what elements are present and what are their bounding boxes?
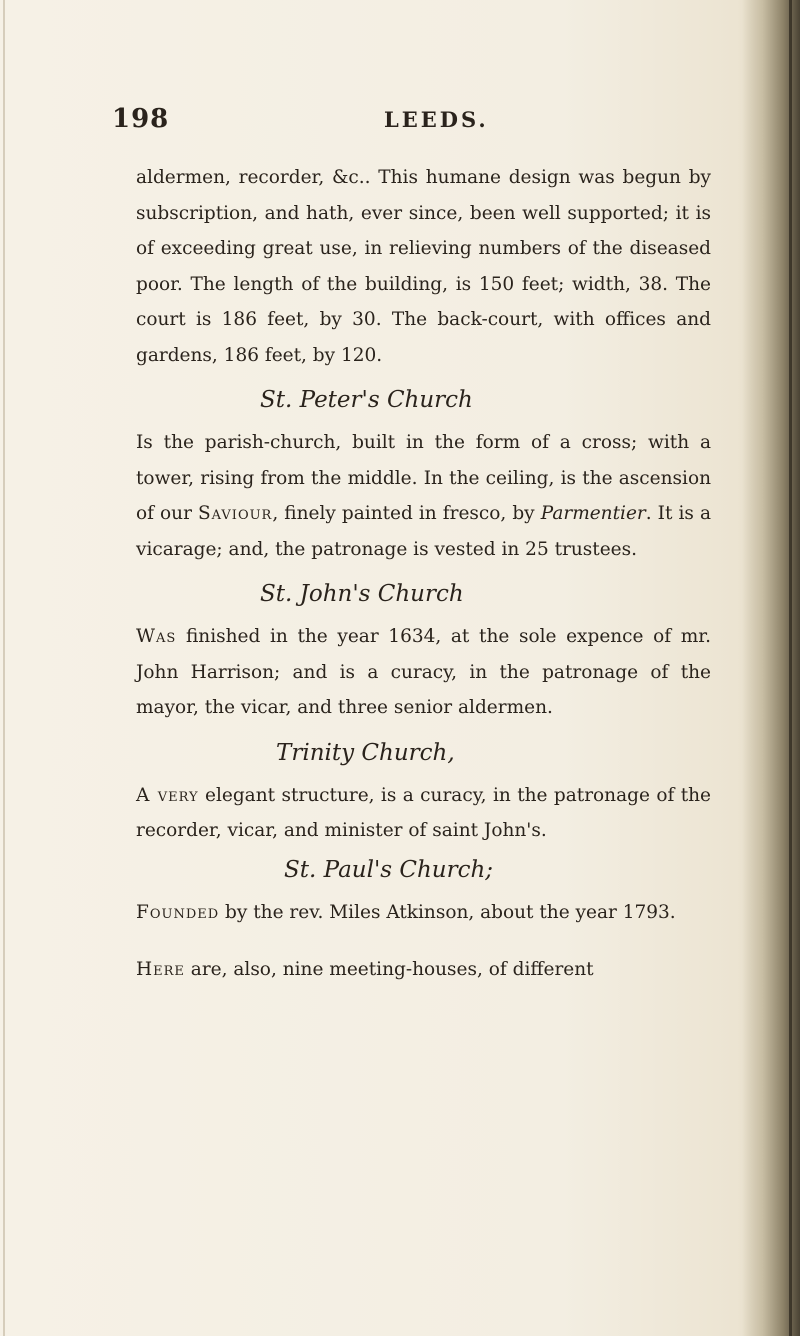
dropword-founded: Founded <box>136 901 220 923</box>
page-number: 198 <box>112 104 170 134</box>
paragraph-st-johns <box>136 619 711 726</box>
paragraph-st-peters <box>136 425 711 567</box>
paragraph-st-pauls <box>136 895 711 931</box>
paragraph-st-johns-text: finished in the year 1634, at the sole expence of mr. John Harrison; and is a curacy, in the patronage of the mayor, the vicar, and three senior aldermen. <box>136 626 711 718</box>
paragraph-infirmary: aldermen, recorder, &c.. This humane design was begun by subscription, and hath, ever since, been well supported; it is of exceeding great use, in relieving numbers of the diseased poor. The length of the building, is 150 feet; width, 38. The court is 186 feet, by 30. The back-court, with offices and gardens, 186 feet, by 120. <box>136 167 711 366</box>
paragraph-trinity-text: elegant structure, is a curacy, in the patronage of the recorder, vicar, and minister of saint John's. <box>136 784 712 841</box>
heading-st-pauls-church: St. Paul's Church; <box>284 856 494 883</box>
dropword-a-very: A very <box>136 784 199 806</box>
paragraph-st-pauls-text: by the rev. Miles Atkinson, about the year 1793. <box>219 901 676 923</box>
paragraph-st-peters-tail: . It is a vicarage; and, the patronage is vested in 25 trustees. <box>136 503 711 560</box>
page-left-rule <box>3 0 5 1336</box>
dropword-was: Was <box>136 626 177 647</box>
dropword-here: Here <box>136 959 185 980</box>
saviour-smallcaps: Saviour <box>198 503 273 524</box>
heading-st-johns-church: St. John's Church <box>260 581 464 607</box>
page-header <box>0 104 800 144</box>
paragraph-meeting-houses-text: are, also, nine meeting-houses, of different <box>184 959 594 980</box>
paragraph-st-peters-mid: , finely painted in fresco, by <box>272 503 541 524</box>
heading-st-peters-church: St. Peter's Church <box>260 387 473 413</box>
page-body <box>136 160 711 988</box>
paragraph-meeting-houses <box>136 952 711 988</box>
paragraph-st-peters-lead: Is the parish-church, built in the form of a cross; with a tower, rising from the middle. In the ceiling, is the ascension of our <box>136 432 711 524</box>
page-edge-line <box>789 0 792 1336</box>
paragraph-trinity <box>136 778 711 849</box>
artist-name: Parmentier <box>540 503 646 524</box>
running-head: LEEDS. <box>384 107 489 132</box>
heading-trinity-church: Trinity Church, <box>276 739 455 766</box>
